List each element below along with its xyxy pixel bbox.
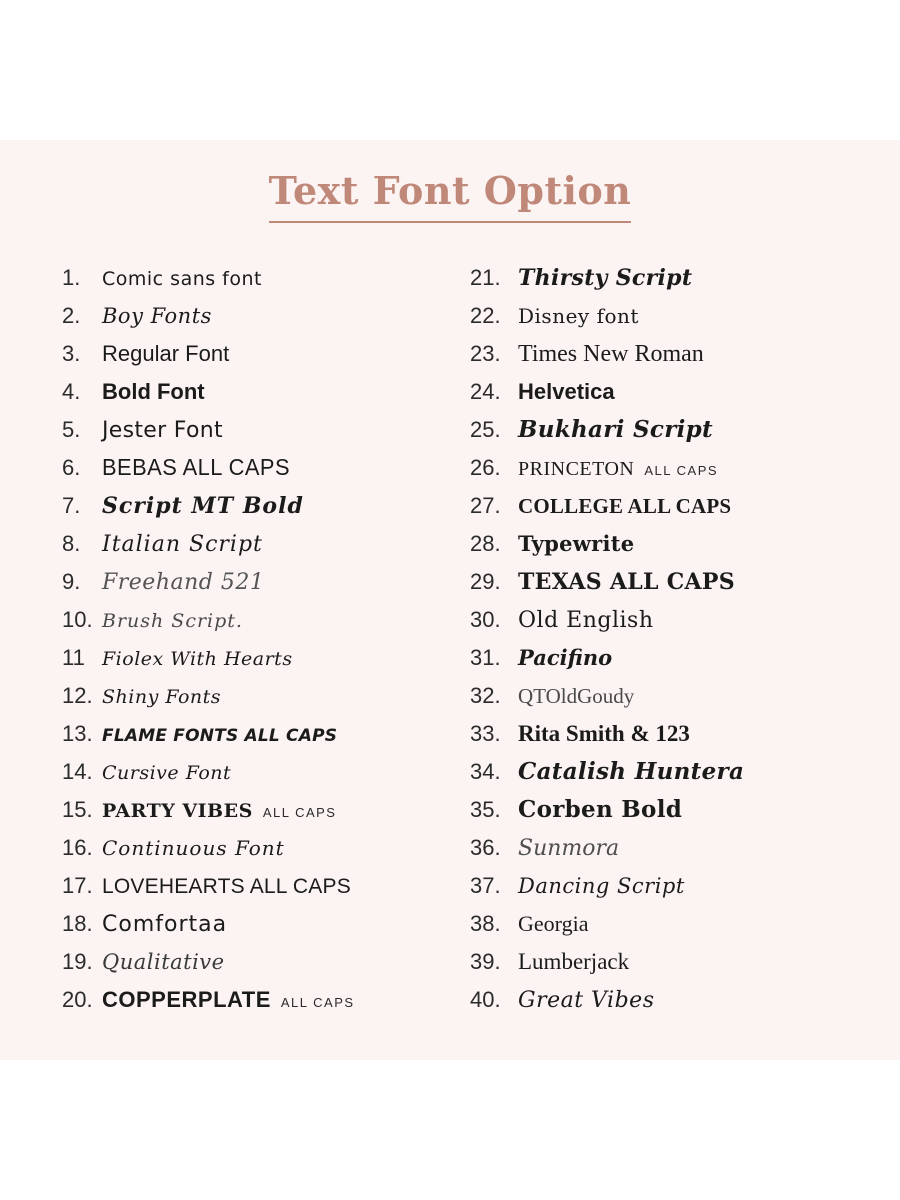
- font-option-sample: PARTY VIBES: [102, 800, 253, 822]
- font-option-suffix: ALL CAPS: [262, 805, 337, 820]
- font-option-sample: Regular Font: [102, 341, 230, 366]
- font-option-sample: Jester Font: [102, 418, 223, 443]
- font-option-suffix: ALL CAPS: [644, 463, 719, 478]
- font-option-row[interactable]: [62, 417, 452, 455]
- font-list-right-column: [452, 265, 842, 1025]
- font-option-number: 28.: [470, 531, 501, 556]
- font-option-number: 40.: [470, 987, 501, 1012]
- font-option-row[interactable]: [470, 379, 842, 417]
- font-option-number: 7.: [62, 493, 81, 518]
- font-option-row[interactable]: [62, 797, 452, 835]
- font-option-number: 20.: [62, 987, 93, 1012]
- font-option-row[interactable]: [62, 911, 452, 949]
- font-option-sample: Qualitative: [102, 950, 225, 974]
- font-option-row[interactable]: [470, 911, 842, 949]
- font-option-sample: FLAME FONTS ALL CAPS: [102, 726, 338, 746]
- font-option-sample: Rita Smith & 123: [518, 721, 690, 746]
- font-option-sample: PRINCETON: [518, 458, 635, 480]
- font-option-number: 39.: [470, 949, 501, 974]
- font-option-number: 4.: [62, 379, 81, 404]
- font-option-row[interactable]: [62, 835, 452, 873]
- page-title: Text Font Option: [269, 168, 632, 223]
- font-option-number: 21.: [470, 265, 501, 290]
- font-option-number: 24.: [470, 379, 501, 404]
- font-option-number: 26.: [470, 455, 501, 480]
- font-option-number: 15.: [62, 797, 93, 822]
- font-option-sample: Brush Script.: [102, 610, 243, 632]
- font-list-left-column: [62, 265, 452, 1025]
- font-option-number: 17.: [62, 873, 93, 898]
- font-option-sample: Times New Roman: [518, 341, 704, 367]
- font-option-row[interactable]: [470, 797, 842, 835]
- font-option-sample: Shiny Fonts: [102, 686, 222, 708]
- font-option-sample: Pacifino: [518, 645, 613, 670]
- font-option-sample: Bold Font: [102, 379, 205, 404]
- font-option-number: 14.: [62, 759, 93, 784]
- font-option-sample: Bukhari Script: [518, 416, 713, 443]
- font-option-sample: Cursive Font: [102, 762, 232, 784]
- font-option-sample: COLLEGE ALL CAPS: [518, 494, 732, 518]
- font-option-number: 6.: [62, 455, 81, 480]
- font-option-sample: Lumberjack: [518, 949, 630, 974]
- font-option-row[interactable]: [470, 835, 842, 873]
- font-option-sample: Italian Script: [102, 532, 263, 557]
- font-option-row[interactable]: [62, 759, 452, 797]
- font-option-sample: LOVEHEARTS ALL CAPS: [102, 875, 351, 898]
- font-option-row[interactable]: [470, 721, 842, 759]
- font-option-number: 30.: [470, 607, 501, 632]
- font-option-row[interactable]: [470, 493, 842, 531]
- font-option-row[interactable]: [470, 683, 842, 721]
- font-option-number: 3.: [62, 341, 81, 366]
- font-option-sample: Old English: [518, 608, 654, 633]
- font-option-row[interactable]: [62, 645, 452, 683]
- font-option-row[interactable]: [62, 721, 452, 759]
- font-option-sample: Comic sans font: [102, 268, 262, 290]
- font-option-number: 18.: [62, 911, 93, 936]
- font-option-row[interactable]: [470, 873, 842, 911]
- font-option-row[interactable]: [470, 949, 842, 987]
- font-option-sample: BEBAS ALL CAPS: [102, 454, 291, 480]
- font-option-number: 32.: [470, 683, 501, 708]
- font-option-sample: Sunmora: [518, 836, 620, 861]
- font-option-row[interactable]: [62, 265, 452, 303]
- font-option-number: 1.: [62, 265, 81, 290]
- font-option-number: 36.: [470, 835, 501, 860]
- font-option-number: 12.: [62, 683, 93, 708]
- font-option-number: 22.: [470, 303, 501, 328]
- font-option-sample: Typewrite: [518, 531, 635, 556]
- font-option-number: 23.: [470, 341, 501, 366]
- font-option-row[interactable]: [62, 607, 452, 645]
- font-option-number: 27.: [470, 493, 501, 518]
- font-option-row[interactable]: [470, 303, 842, 341]
- font-option-row[interactable]: [470, 455, 842, 493]
- font-option-row[interactable]: [470, 759, 842, 797]
- font-option-number: 5.: [62, 417, 81, 442]
- font-option-row[interactable]: [62, 569, 452, 607]
- font-option-row[interactable]: [62, 455, 452, 493]
- font-option-row[interactable]: [62, 341, 452, 379]
- font-option-row[interactable]: [470, 341, 842, 379]
- font-option-number: 11: [62, 645, 85, 670]
- font-option-row[interactable]: [470, 569, 842, 607]
- font-option-row[interactable]: [62, 949, 452, 987]
- font-option-number: 2.: [62, 303, 81, 328]
- font-option-sample: Comfortaa: [102, 912, 228, 937]
- font-option-sample: Corben Bold: [518, 796, 683, 823]
- font-option-row[interactable]: [62, 303, 452, 341]
- font-option-sample: Script MT Bold: [102, 493, 304, 519]
- font-option-sample: COPPERPLATE: [102, 987, 271, 1012]
- font-option-suffix: ALL CAPS: [280, 995, 355, 1010]
- font-option-number: 38.: [470, 911, 501, 936]
- font-option-number: 33.: [470, 721, 501, 746]
- font-option-sample: Freehand 521: [102, 570, 265, 595]
- font-option-row[interactable]: [470, 531, 842, 569]
- font-option-row[interactable]: [62, 531, 452, 569]
- font-option-number: 9.: [62, 569, 81, 594]
- font-option-row[interactable]: [470, 607, 842, 645]
- font-option-number: 16.: [62, 835, 93, 860]
- font-option-row[interactable]: [470, 645, 842, 683]
- font-option-sample: Georgia: [518, 911, 589, 936]
- font-option-number: 8.: [62, 531, 81, 556]
- font-option-row[interactable]: [62, 987, 452, 1025]
- poster-header: [0, 140, 900, 223]
- font-option-sample: Disney font: [518, 304, 639, 328]
- font-option-row[interactable]: [62, 493, 452, 531]
- font-option-number: 25.: [470, 417, 501, 442]
- font-option-sample: TEXAS ALL CAPS: [518, 569, 735, 595]
- font-option-sample: Fiolex With Hearts: [102, 648, 293, 670]
- font-option-sample: Dancing Script: [518, 874, 685, 898]
- font-option-sample: Continuous Font: [102, 836, 285, 860]
- font-option-number: 19.: [62, 949, 93, 974]
- font-option-row[interactable]: [470, 265, 842, 303]
- font-option-row[interactable]: [62, 379, 452, 417]
- font-option-row[interactable]: [470, 417, 842, 455]
- font-option-row[interactable]: [470, 987, 842, 1025]
- font-option-row[interactable]: [62, 873, 452, 911]
- font-option-number: 29.: [470, 569, 501, 594]
- font-option-sample: Boy Fonts: [102, 304, 212, 328]
- font-option-number: 34.: [470, 759, 501, 784]
- font-option-number: 13.: [62, 721, 93, 746]
- font-option-sample: Great Vibes: [518, 988, 655, 1013]
- font-option-sample: Helvetica: [518, 379, 615, 404]
- font-option-number: 35.: [470, 797, 501, 822]
- font-list: [0, 265, 900, 1025]
- font-option-row[interactable]: [62, 683, 452, 721]
- font-option-number: 31.: [470, 645, 501, 670]
- font-option-sample: Thirsty Script: [518, 265, 693, 291]
- font-option-sample: QTOldGoudy: [518, 684, 635, 708]
- font-option-poster: [0, 140, 900, 1060]
- font-option-number: 37.: [470, 873, 501, 898]
- font-option-sample: Catalish Huntera: [518, 758, 745, 785]
- font-option-number: 10.: [62, 607, 93, 632]
